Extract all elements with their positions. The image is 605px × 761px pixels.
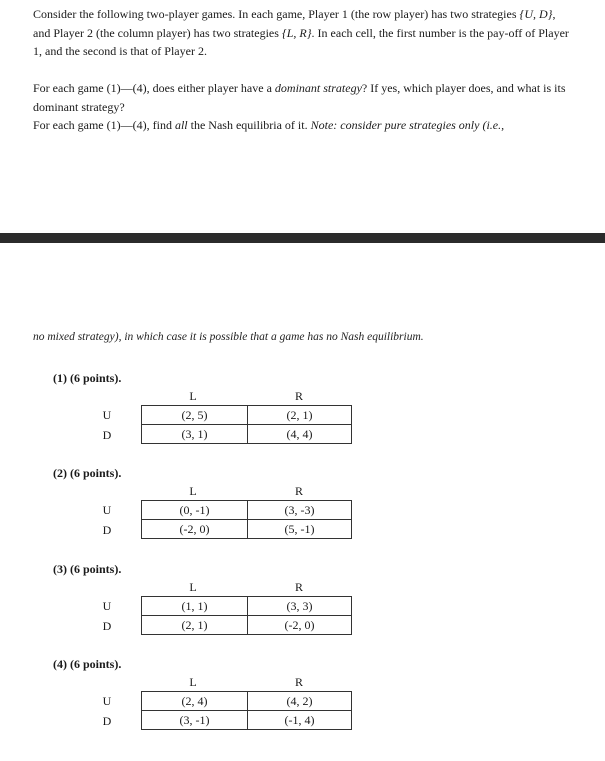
player2-strategy-set: {L, R} [281,25,312,40]
page-divider [0,233,605,243]
column-label-l: L [189,675,197,689]
column-label-r: R [294,484,303,498]
payoff-cell-u-r: (3, 3) [248,597,352,616]
column-label-l: L [189,580,197,594]
game-title: (3) (6 points). [53,562,122,576]
payoff-cell-u-l: (1, 1) [142,597,248,616]
intro-text: . In each cell, the first number is the pay-off of Player 1, and the second is that of Player 2. [33,25,569,58]
table-row [142,597,352,616]
question-text: the Nash equilibria of it. [187,118,311,132]
row-label-u: U [102,694,112,708]
game-1 [0,371,605,461]
payoff-cell-u-l: (2, 5) [142,406,248,425]
emphasis-note: Note: consider pure strategies only (i.e., [310,118,505,132]
column-label-r: R [294,580,303,594]
intro-text: Consider the following two-player games. In each game, Player 1 (the row player) has two strategies [33,7,517,21]
payoff-cell-d-r: (5, -1) [248,520,352,539]
game-2 [0,466,605,556]
question-nash-equilibria [33,116,573,135]
table-row [142,406,352,425]
game-title: (4) (6 points). [53,657,122,671]
emphasis-dominant-strategy: dominant strategy [274,81,362,95]
table-row [142,692,352,711]
intro-text: , and Player 2 (the column player) has two strategies [33,7,556,40]
question-text: For each game (1)—(4), does either player have a [33,81,275,95]
payoff-cell-d-l: (3, 1) [142,425,248,444]
table-row [142,520,352,539]
table-row [142,711,352,730]
game-title: (1) (6 points). [53,371,122,385]
payoff-cell-u-r: (4, 2) [248,692,352,711]
table-row [142,501,352,520]
row-label-d: D [102,523,112,537]
payoff-cell-u-r: (2, 1) [248,406,352,425]
payoff-cell-u-l: (0, -1) [142,501,248,520]
question-text: ? If yes, which player does, and what is its dominant strategy? [33,81,566,114]
payoff-cell-d-r: (-1, 4) [248,711,352,730]
column-label-r: R [294,389,303,403]
payoff-cell-d-r: (-2, 0) [248,616,352,635]
game-title: (2) (6 points). [53,466,122,480]
payoff-cell-d-l: (-2, 0) [142,520,248,539]
payoff-table [141,691,352,730]
table-row [142,616,352,635]
row-label-u: U [102,503,112,517]
payoff-cell-d-r: (4, 4) [248,425,352,444]
row-label-d: D [102,619,112,633]
row-label-d: D [102,714,112,728]
continuation-text: no mixed strategy), in which case it is possible that a game has no Nash equilibrium. [33,331,424,343]
payoff-table [141,405,352,444]
payoff-cell-u-r: (3, -3) [248,501,352,520]
column-label-l: L [189,389,197,403]
payoff-table [141,500,352,539]
player1-strategy-set: {U, D} [519,7,553,21]
payoff-cell-d-l: (2, 1) [142,616,248,635]
column-label-l: L [189,484,197,498]
emphasis-all: all [174,118,188,132]
question-text: For each game (1)—(4), find [33,118,175,132]
payoff-cell-u-l: (2, 4) [142,692,248,711]
payoff-table [141,596,352,635]
column-label-r: R [294,675,303,689]
row-label-d: D [102,428,112,442]
question-dominant-strategy [33,79,573,116]
table-row [142,425,352,444]
row-label-u: U [102,599,112,613]
row-label-u: U [102,408,112,422]
intro-paragraph [33,5,573,61]
game-4 [0,657,605,747]
payoff-cell-d-l: (3, -1) [142,711,248,730]
game-3 [0,562,605,652]
